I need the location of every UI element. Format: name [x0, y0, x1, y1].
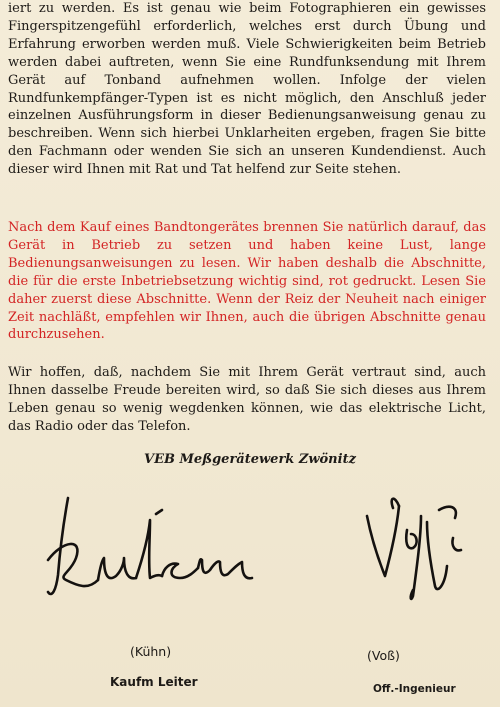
- paragraph-closing: Wir hoffen, daß, nachdem Sie mit Ihrem Gerät vertraut sind, auch Ihnen dasselbe Freude bereiten wird, so daß Sie sich dieses aus Ihrem Leben genau so wenig wegdenken können, wie das elektrische Licht, das Radio oder das Telefon.: [8, 365, 486, 434]
- signatory-role-left: Kaufm Leiter: [110, 675, 198, 689]
- signatory-role-right: Off.-Ingenieur: [373, 683, 456, 695]
- paragraph-intro: iert zu werden. Es ist genau wie beim Fotographieren ein gewisses Fingerspitzengefühl erforderlich, welches erst durch Übung und Erfahrung erworben werden muß. Viele Schwierigkeiten beim Betrieb werden dabei auftreten, wenn Sie eine Rundfunksendung mit Ihrem Gerät auf Tonband aufnehmen wollen. Infolge der vielen Rundfunkempfänger-Typen ist es nicht möglich, den Anschluß jeder einzelnen Ausführungsform in dieser Bedienungsanweisung genau zu beschreiben. Wenn sich hierbei Unklarheiten ergeben, fragen Sie bitte den Fachmann oder wenden Sie sich an unseren Kundendienst. Auch dieser wird Ihnen mit Rat und Tat helfend zur Seite stehen.: [8, 1, 486, 178]
- signature-voss: [355, 486, 475, 606]
- signatory-name-right: (Voß): [367, 648, 400, 663]
- signatory-name-left: (Kühn): [130, 644, 172, 659]
- paragraph-red-notice: Nach dem Kauf eines Bandtongerätes brennen Sie natürlich darauf, das Gerät in Betrieb zu setzen und haben keine Lust, lange Bedienungsanweisungen zu lesen. Wir haben deshalb die Abschnitte, die für die erste Inbetriebsetzung wichtig sind, rot gedruckt. Lesen Sie daher zuerst diese Abschnitte. Wenn der Reiz der Neuheit nach einiger Zeit nachläßt, empfehlen wir Ihnen, auch die übrigen Abschnitte genau durchzusehen.: [8, 220, 486, 343]
- signature-kuehn: [38, 480, 268, 620]
- company-name: VEB Meßgerätewerk Zwönitz: [144, 452, 356, 467]
